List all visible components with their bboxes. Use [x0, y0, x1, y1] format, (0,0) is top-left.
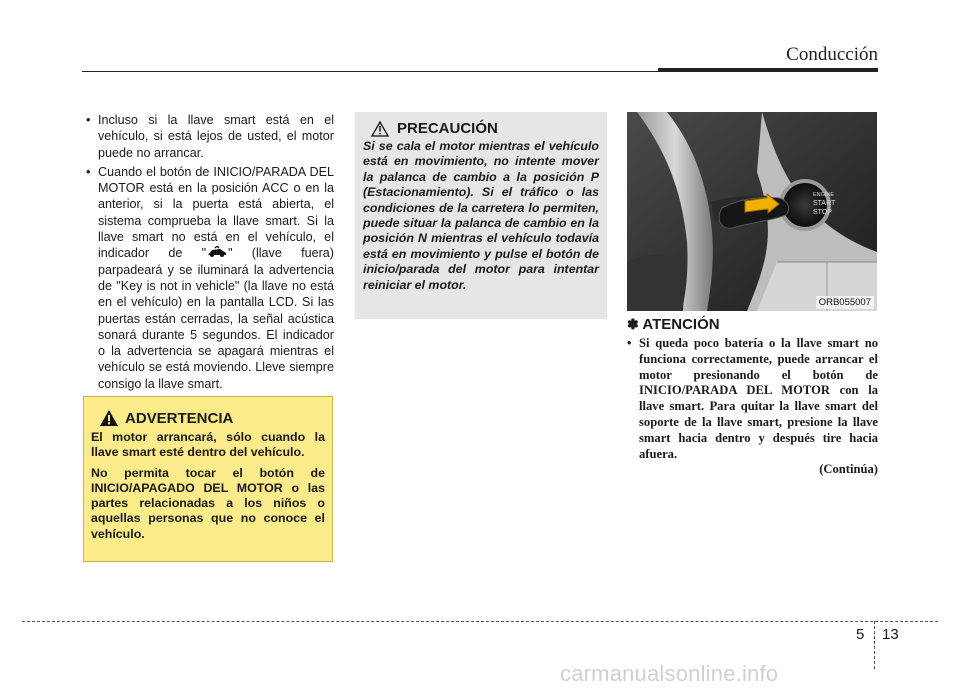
page-number: 13	[882, 626, 899, 643]
attention-star-icon: ✽	[627, 316, 639, 332]
key-out-indicator-icon	[206, 246, 228, 258]
footer-divider	[874, 621, 875, 669]
watermark: carmanualsonline.info	[560, 661, 779, 686]
header-rule-accent	[658, 68, 878, 72]
caution-text: Si se cala el motor mientras el vehículo está en movimiento, no intente mover la palanca de cambio a la posición P (Estacionamiento). Si el tráfico o las condiciones de la carretera lo permiten, puede situar la palanca de cambio en la posición N mientras el vehículo todavía está en movimiento y pulse el botón de inicio/parada del motor para intentar reiniciar el motor.	[363, 139, 599, 292]
attention-text: • Si queda poco batería o la llave smart no funciona correctamente, puede arrancar el motor presionando el botón de INICIO/PARADA DEL MOTOR con la llave smart. Para quitar la llave smart del soporte de la llave smart, presione la llave smart hacia dentro y después tire hacia afuera.	[627, 336, 878, 462]
button-label: STOP	[813, 209, 832, 216]
photo-illustration	[627, 112, 877, 311]
header-rule	[82, 71, 660, 72]
chapter-number: 5	[856, 626, 865, 643]
bullet-item	[86, 164, 334, 392]
warning-triangle-icon	[99, 409, 119, 427]
warning-box	[83, 396, 333, 562]
button-label: START	[813, 200, 836, 207]
bullet-text: " (llave fuera) parpadeará y se iluminará la advertencia de "Key is not in vehicle" (la llave no está en el vehículo) en la pantalla LCD. Si las puertas están cerradas, la señal acústica sonará durante 5 segundos. El indicador o la advertencia se apagará mientras el vehículo se está moviendo. Lleve siempre consigo la llave smart.	[98, 246, 334, 391]
button-label: ENGINE	[813, 192, 835, 198]
bullet-item	[86, 112, 334, 161]
warning-title: ADVERTENCIA	[125, 409, 234, 427]
continues-label: (Continúa)	[819, 462, 878, 477]
section-title: Conducción	[786, 44, 878, 65]
main-text-column	[86, 112, 334, 395]
caution-triangle-icon	[371, 121, 389, 137]
bullet-text: Incluso si la llave smart está en el vehículo, si está lejos de usted, el motor puede no arrancar.	[98, 113, 334, 160]
warning-paragraph: El motor arrancará, sólo cuando la llave smart esté dentro del vehículo.	[91, 430, 325, 460]
caution-box	[355, 112, 607, 319]
warning-paragraph: No permita tocar el botón de INICIO/APAGADO DEL MOTOR o las partes relacionadas a los niños o aquellas personas que no conoce el vehículo.	[91, 465, 325, 541]
bullet-text: Cuando el botón de INICIO/PARADA DEL MOTOR está en la posición ACC o en la anterior, si la puerta está abierta, el sistema comprueba la llave smart. Si la llave smart no está en el vehículo, el indicador de "	[98, 164, 334, 261]
attention-title	[627, 316, 878, 333]
attention-section	[627, 316, 878, 477]
engine-start-photo	[627, 112, 877, 311]
footer-rule	[22, 621, 938, 622]
attention-title-text: ATENCIÓN	[642, 316, 720, 333]
figure-code: ORB055007	[816, 296, 874, 309]
caution-title: PRECAUCIÓN	[397, 120, 498, 137]
